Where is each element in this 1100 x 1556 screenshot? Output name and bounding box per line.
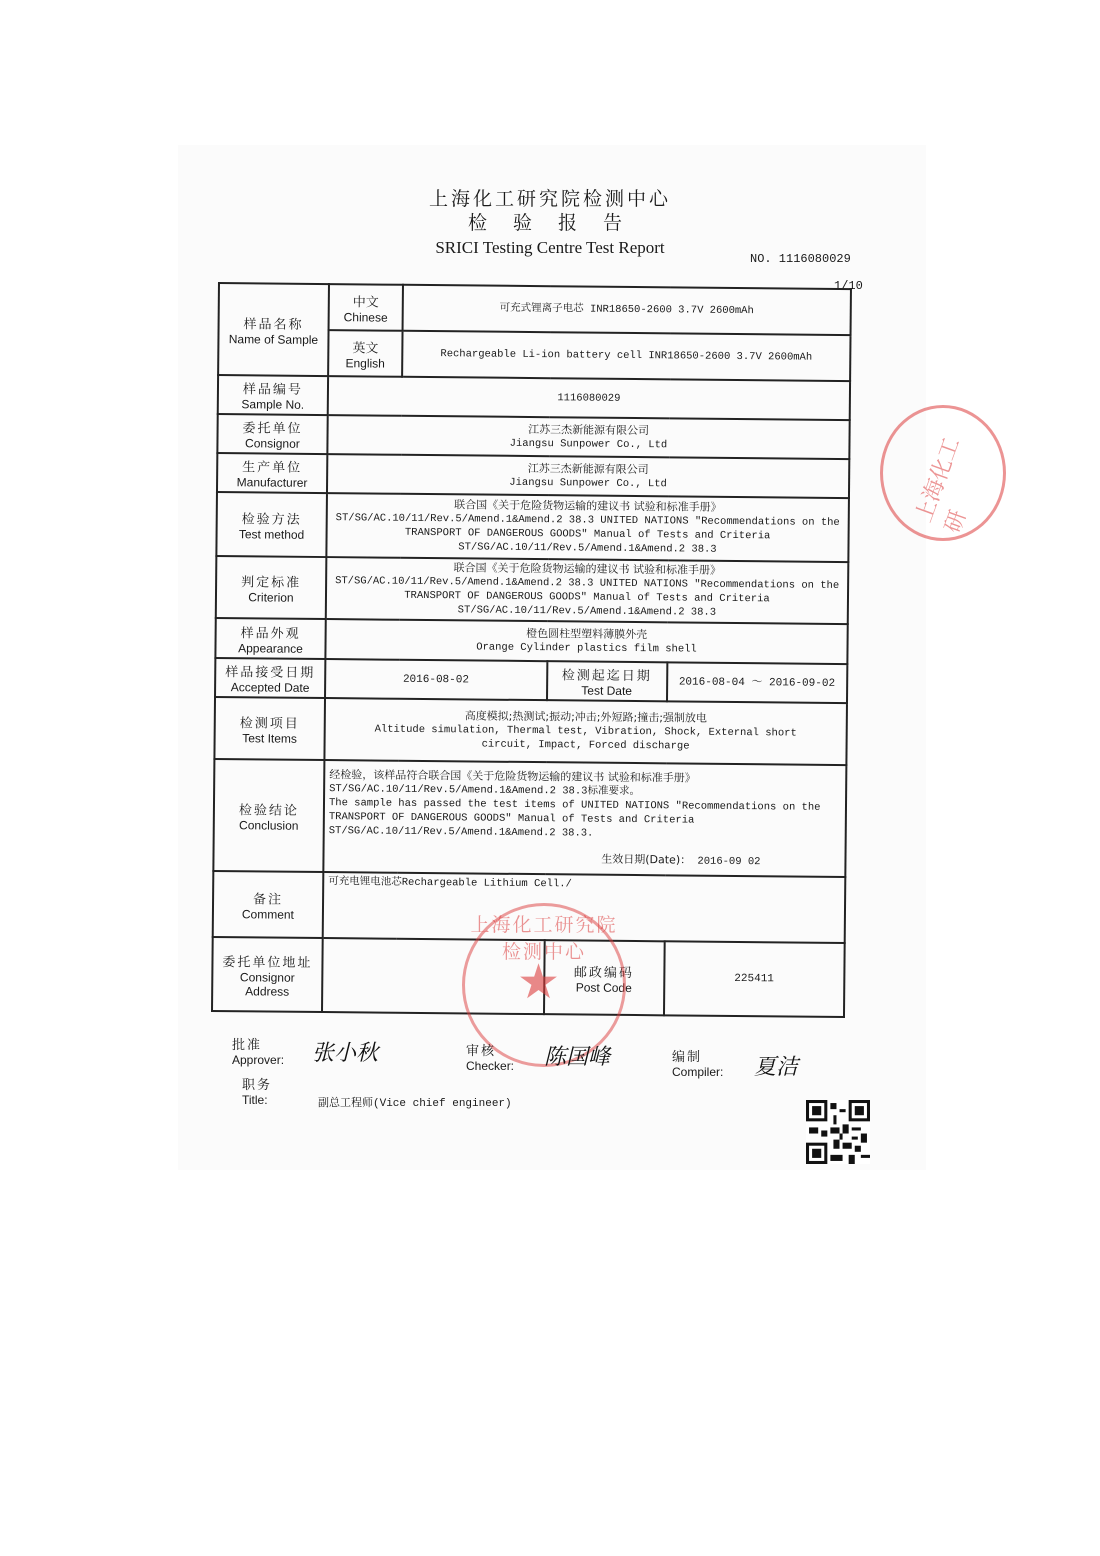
title-value: 副总工程师(Vice chief engineer): [318, 1098, 512, 1110]
sample-name-chinese: 可充式锂离子电芯 INR18650-2600 3.7V 2600mAh: [403, 285, 851, 335]
test-date-label: 检测起迄日期 Test Date: [547, 661, 667, 701]
effective-date: 生效日期(Date)： 2016-09 02: [601, 852, 761, 868]
side-seal-stamp: 上海化工研: [880, 405, 1006, 541]
compiler-label: 编制 Compiler:: [672, 1050, 724, 1079]
compiler-signature: 夏洁: [754, 1055, 799, 1080]
conclusion-label: 检验结论 Conclusion: [213, 759, 324, 872]
postcode-label: 邮政编码 Post Code: [544, 940, 665, 1015]
consignor-value: 江苏三杰新能源有限公司 Jiangsu Sunpower Co., Ltd: [327, 415, 849, 459]
address-label: 委托单位地址 Consignor Address: [212, 937, 323, 1012]
report-title-cn: 检 验 报 告: [467, 212, 633, 234]
org-title-cn: 上海化工研究院检测中心: [428, 188, 671, 210]
accepted-date-value: 2016-08-02: [325, 659, 547, 700]
qr-code-icon: [806, 1100, 870, 1164]
english-label: 英文 English: [328, 330, 402, 377]
manufacturer-value: 江苏三杰新能源有限公司 Jiangsu Sunpower Co., Ltd: [327, 454, 849, 498]
report-number: NO. 1116080029: [750, 252, 851, 266]
comment-label: 备注 Comment: [213, 871, 324, 938]
title-label: 职务 Title:: [242, 1078, 273, 1107]
criterion-label: 判定标准 Criterion: [216, 556, 327, 619]
test-date-value: 2016-08-04 ～ 2016-09-02: [667, 662, 848, 703]
seal-star-icon: ★: [517, 956, 561, 1009]
sample-no-value: 1116080029: [328, 376, 850, 420]
conclusion-value: 经检验，该样品符合联合国《关于危险货物运输的建议书 试验和标准手册》 ST/SG/AC.10/11/Rev.5/Amend.1&Amend.2 38.3标准要求。 The sample has passed the test items of UNITED NATIONS "Recommendations on the TRANSPORT OF DANGEROUS GOODS" Manual of Tests and Criteria ST/SG/AC.10/11/Rev.5/Amend.1&Amend.2 38.3. 生效日期(Date)： 2016-09 02: [323, 760, 846, 877]
official-seal-stamp: 上海化工研究院检测中心 ★: [462, 903, 626, 1067]
accepted-date-label: 样品接受日期 Accepted Date: [215, 658, 325, 698]
sample-no-label: 样品编号 Sample No.: [218, 375, 328, 415]
test-method-label: 检验方法 Test method: [216, 492, 327, 557]
sample-name-english: Rechargeable Li-ion battery cell INR18650-2600 3.7V 2600mAh: [402, 331, 850, 381]
comment-value: 可充电锂电池芯Rechargeable Lithium Cell./: [323, 872, 846, 943]
page-number: 1/10: [834, 279, 863, 293]
approver-label: 批准 Approver:: [232, 1038, 285, 1067]
chinese-label: 中文 Chinese: [329, 284, 403, 331]
report-title-en: SRICI Testing Centre Test Report: [435, 238, 665, 257]
test-items-label: 检测项目 Test Items: [214, 697, 325, 760]
test-items-value: 高度模拟;热测试;振动;冲击;外短路;撞击;强制放电 Altitude simulation, Thermal test, Vibration, Shock, External short circuit, Impact, Forced discharge: [324, 698, 847, 765]
appearance-value: 橙色圆柱型塑料薄膜外壳 Orange Cylinder plastics film shell: [325, 619, 847, 664]
criterion-value: 联合国《关于危险货物运输的建议书 试验和标准手册》 ST/SG/AC.10/11/Rev.5/Amend.1&Amend.2 38.3 UNITED NATIONS "Recommendations on the TRANSPORT OF DANGEROUS GOODS" Manual of Tests and Criteria ST/SG/AC.10/11/Rev.5/Amend.1&Amend.2 38.3: [326, 557, 849, 624]
postcode-value: 225411: [664, 941, 845, 1017]
manufacturer-label: 生产单位 Manufacturer: [217, 453, 327, 493]
approver-signature: 张小秋: [312, 1041, 379, 1066]
consignor-label: 委托单位 Consignor: [217, 414, 327, 454]
sample-name-label: 样品名称 Name of Sample: [218, 283, 329, 376]
checker-signature: 陈国峰: [544, 1045, 611, 1070]
checker-label: 审核 Checker:: [466, 1044, 515, 1073]
appearance-label: 样品外观 Appearance: [215, 618, 325, 659]
test-method-value: 联合国《关于危险货物运输的建议书 试验和标准手册》 ST/SG/AC.10/11/Rev.5/Amend.1&Amend.2 38.3 UNITED NATIONS "Recommendations on the TRANSPORT OF DANGEROUS GOODS" Manual of Tests and Criteria ST/SG/AC.10/11/Rev.5/Amend.1&Amend.2 38.3: [326, 493, 849, 562]
